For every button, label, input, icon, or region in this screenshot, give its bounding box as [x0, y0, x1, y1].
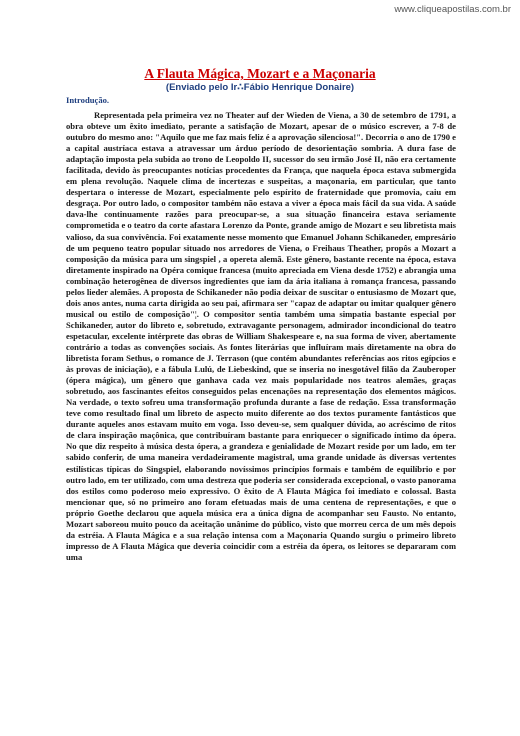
document-title: A Flauta Mágica, Mozart e a Maçonaria — [144, 66, 376, 81]
site-url[interactable]: www.cliqueapostilas.com.br — [394, 4, 511, 15]
document-subtitle: (Enviado pelo Ir∴Fábio Henrique Donaire) — [165, 82, 355, 93]
intro-heading: Introdução. — [66, 95, 110, 105]
body-paragraph: Representada pela primeira vez no Theater auf der Wieden de Viena, a 30 de setembro de 1791, a obra obteve um êxito imediato, perante a satisfação de Mozart, apesar de o músico escrever, a 7-8 de outubro do mesmo ano: "Aquilo que me faz mais feliz é a aprovação silenciosa!". Decorria o ano de 1790 e a capital austríaca estava a atravessar um árduo período de desorientação sombria. A dura fase de adaptação imposta pela subida ao trono de Leopoldo II, sucessor do seu irmão José II, não era certamente facilitada, devido às preocupantes notícias procedentes da França, que naquela época estava submergida em plena revolução. Naquele clima de incertezas e suspeitas, a maçonaria, em particular, que tanto despertara o interesse de Mozart, especialmente pelo espírito de fraternidade que promovia, caiu em desgraça. Por outro lado, o compositor também não estava a viver a época mais fácil da sua vida. A saúde dava-lhe continuamente razões para preocupar-se, a sua situação financeira estava seriamente comprometida e o teatro da corte afastara Lorenzo da Ponte, grande amigo de Mozart e seu libretista mais valioso, da sua convivência. Foi exatamente nesse momento que Emanuel Johann Schikaneder, empresário de um pequeno teatro popular situado nos arredores de Viena, o Freihaus Theather, propôs a Mozart a composição da música para um singspiel , a opereta alemã. Este gênero, bastante recente na época, estava diretamente inspirado na Opéra comique francesa (muito apreciada em Viena desde 1752) e abrangia uma combinação heterogênea de diversos ingredientes que iam da ária italiana à romança francesa, passando pelos lieder alemães. A proposta de Schikaneder não podia deixar de suscitar o entusiasmo de Mozart que, dois anos antes, numa carta dirigida ao seu pai, afirmara ser "capaz de adaptar ou imitar qualquer gênero musical ou estilo de composição"¦. O compositor sentia também uma simpatia bastante especial por Schikaneder, autor do libreto e, sobretudo, extravagante personagem, admirador incondicional do teatro espetacular, excelente intérprete das obras de William Shakespeare e, na sua forma de viver, abertamente contrário a todas as convenções sociais. As fontes literárias que influíram mais diretamente na obra do libretista foram Sethus, o romance de J. Terrason (que contém abundantes referências aos ritos egípcios e às provas de iniciação), e a fábula Lulú, de Liebeskind, que se inseria no inesgotável filão da Zauberoper (ópera mágica), um gênero que ganhava cada vez mais popularidade nos teatros alemães, graças sobretudo, aos fascinantes efeitos conseguidos pelas encenações na representação dos elementos mágicos. Na verdade, o texto sofreu uma transformação profunda durante a fase de redação. Essa transformação teve como resultado final um libreto de aspecto muito diferente ao dos textos puramente fantásticos que durante aqueles anos estavam muito em voga. Isso deveu-se, sem qualquer dúvida, ao acréscimo de ritos de clara inspiração maçônica, que contribuíram bastante para enriquecer o significado íntimo da ópera. No que diz respeito à música desta ópera, a grandeza e genialidade de Mozart reside por um lado, em ter sabido conferir, de uma maneira verdadeiramente magistral, uma grande unidade às diversas vertentes estilísticas típicas do Singspiel, elaborando novíssimos princípios formais e também de equilíbrio e por outro lado, em ter utilizado, com uma destreza que poderia ser considerada excepcional, o vasto panorama dos estilos como poderoso meio expressivo. O êxito de A Flauta Mágica foi imediato e colossal. Basta mencionar que, só no primeiro ano foram efetuadas mais de uma centena de representações, e que o próprio Goethe declarou que aquela música era a única digna de acompanhar seu Fausto. No entanto, Mozart saboreou muito pouco da aceitação unânime do público, visto que morreu cerca de um mês depois da estréia. A Flauta Mágica e a sua relação intensa com a Maçonaria Quando surgiu o primeiro libreto impresso de A Flauta Mágica que deveria coincidir com a estréia da ópera, os leitores se depararam com uma — [66, 110, 456, 562]
